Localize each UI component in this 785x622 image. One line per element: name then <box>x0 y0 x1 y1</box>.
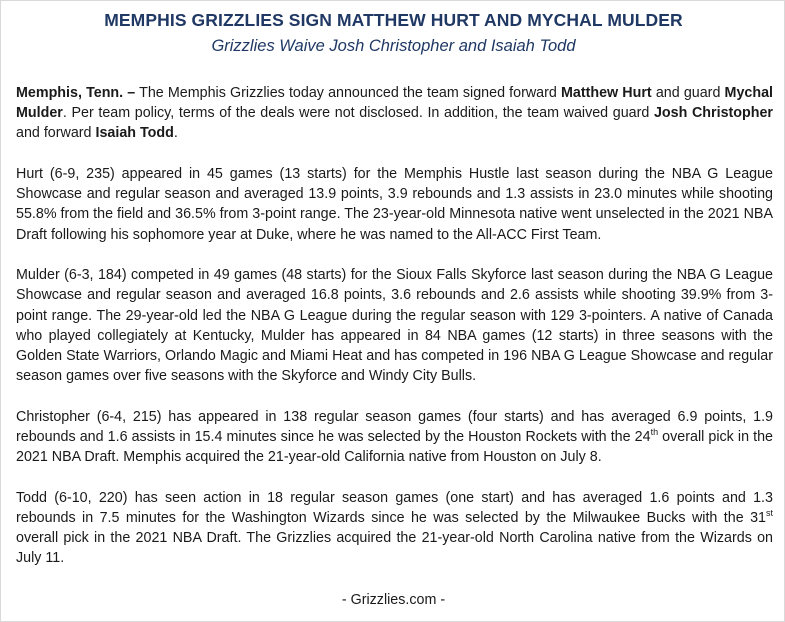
paragraph-text: Christopher (6-4, 215) has appeared in 138 regular season games (four starts) and has averaged 6.9 points, 1.9 rebounds and 1.6 assists in 15.4 minutes since he was selected by the Houston Rockets with the 24 <box>16 408 773 446</box>
source-footer: - Grizzlies.com - <box>341 592 446 608</box>
headline: MEMPHIS GRIZZLIES SIGN MATTHEW HURT AND MYCHAL MULDER <box>104 10 683 30</box>
paragraph-todd <box>16 488 773 569</box>
paragraph-hurt: Hurt (6-9, 235) appeared in 45 games (13 starts) for the Memphis Hustle last season during the NBA G League Showcase and regular season and averaged 13.9 points, 3.9 rebounds and 1.3 assists in 23.0 minutes while shooting 55.8% from the field and 36.5% from 3-point range. The 23-year-old Minnesota native went unselected in the 2021 NBA Draft following his sophomore year at Duke, where he was named to the All-ACC First Team. <box>16 166 773 243</box>
player-name: Matthew Hurt <box>560 85 652 101</box>
player-name: Isaiah Todd <box>95 125 174 142</box>
paragraph-text: and guard <box>651 85 725 101</box>
paragraph-text: Todd (6-10, 220) has seen action in 18 regular season games (one start) and has averaged 1.6 points and 1.3 rebounds in 7.5 minutes for the Washington Wizards since he was selected by the Milwaukee Bucks with the 31 <box>16 489 773 527</box>
paragraph-christopher <box>16 407 773 468</box>
article-body <box>16 83 773 589</box>
ordinal-suffix: th <box>650 427 659 438</box>
paragraph-mulder: Mulder (6-3, 184) competed in 49 games (48 starts) for the Sioux Falls Skyforce last season during the NBA G League Showcase and regular season and averaged 16.8 points, 3.6 rebounds and 2.6 assists while shooting 39.9% from 3-point range. The 29-year-old led the NBA G League during the regular season with 129 3-pointers. A native of Canada who played collegiately at Kentucky, Mulder has appeared in 84 NBA games (12 starts) in three seasons with the Golden State Warriors, Orlando Magic and Miami Heat and has competed in 196 NBA G League Showcase and regular season games over five seasons with the Skyforce and Windy City Bulls. <box>16 267 773 385</box>
paragraph-text: The Memphis Grizzlies today announced the team signed forward <box>135 85 561 101</box>
player-name: Josh Christopher <box>653 105 773 122</box>
paragraph-text: overall pick in the 2021 NBA Draft. The Grizzlies acquired the 21-year-old North Carolina native from the Wizards on July 11. <box>16 530 773 567</box>
paragraph-text: . <box>173 125 178 142</box>
subheadline: Grizzlies Waive Josh Christopher and Isaiah Todd <box>211 37 576 55</box>
ordinal-suffix: st <box>765 508 773 519</box>
player-name: Mychal Mulder <box>16 85 774 122</box>
dateline: Memphis, Tenn. – <box>16 85 136 101</box>
paragraph-intro <box>16 83 773 144</box>
paragraph-text: . Per team policy, terms of the deals were not disclosed. In addition, the team waived guard <box>62 105 654 122</box>
paragraph-text: overall pick in the 2021 NBA Draft. Memphis acquired the 21-year-old California native from Houston on July 8. <box>16 429 773 466</box>
paragraph-text: and forward <box>16 125 96 142</box>
